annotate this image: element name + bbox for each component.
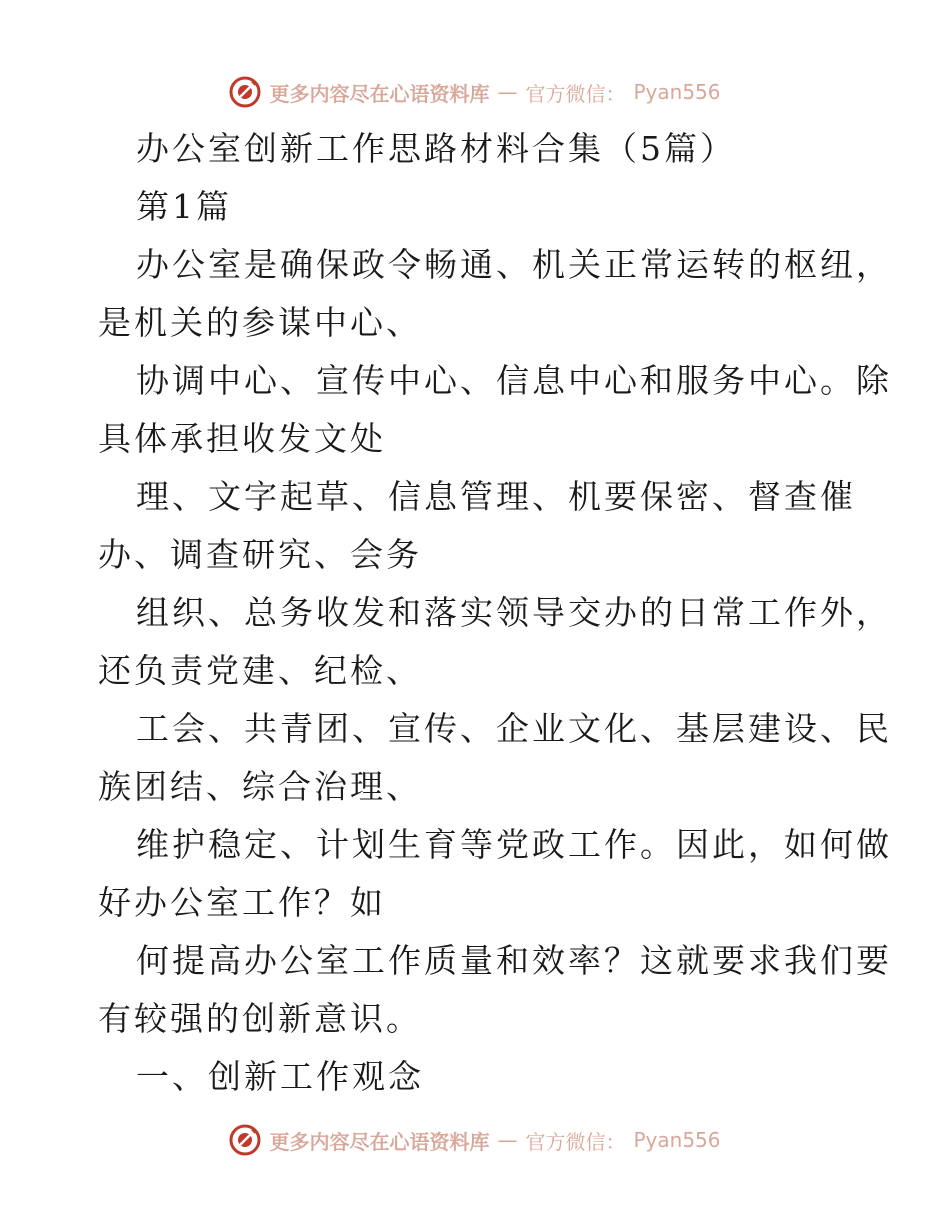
body-line: 理、文字起草、信息管理、机要保密、督查催 — [136, 477, 856, 516]
body-line: 办、调查研究、会务 — [98, 535, 422, 574]
brand-logo-icon — [229, 1124, 261, 1156]
document-title: 办公室创新工作思路材料合集（5篇） — [136, 129, 736, 168]
body-line: 还负责党建、纪检、 — [98, 651, 422, 690]
subsection-heading: 一、创新工作观念 — [136, 1057, 424, 1096]
body-line: 何提高办公室工作质量和效率？这就要求我们要 — [136, 941, 892, 980]
watermark-separator: — — [497, 1128, 518, 1152]
watermark-wechat-label: 官方微信： — [525, 1129, 626, 1154]
watermark-wechat-label: 官方微信： — [525, 81, 626, 106]
watermark-wechat-id: Pyan556 — [633, 1128, 721, 1152]
body-line: 工会、共青团、宣传、企业文化、基层建设、民 — [136, 709, 892, 748]
header-watermark — [0, 72, 950, 112]
watermark-text: 更多内容尽在心语资料库 — [269, 81, 490, 106]
body-line: 族团结、综合治理、 — [98, 767, 422, 806]
body-line: 有较强的创新意识。 — [98, 999, 422, 1038]
watermark-wechat-id: Pyan556 — [633, 80, 721, 104]
body-line: 好办公室工作？如 — [98, 883, 386, 922]
body-line: 组织、总务收发和落实领导交办的日常工作外， — [136, 593, 892, 632]
body-line: 协调中心、宣传中心、信息中心和服务中心。除 — [136, 361, 892, 400]
section-heading: 第1篇 — [136, 187, 232, 226]
body-line: 维护稳定、计划生育等党政工作。因此，如何做 — [136, 825, 892, 864]
body-line: 是机关的参谋中心、 — [98, 303, 422, 342]
document-body — [98, 120, 892, 1106]
footer-watermark — [0, 1120, 950, 1160]
watermark-text: 更多内容尽在心语资料库 — [269, 1129, 490, 1154]
brand-logo-icon — [229, 76, 261, 108]
body-line: 具体承担收发文处 — [98, 419, 386, 458]
watermark-separator: — — [497, 80, 518, 104]
body-line: 办公室是确保政令畅通、机关正常运转的枢纽， — [136, 245, 892, 284]
